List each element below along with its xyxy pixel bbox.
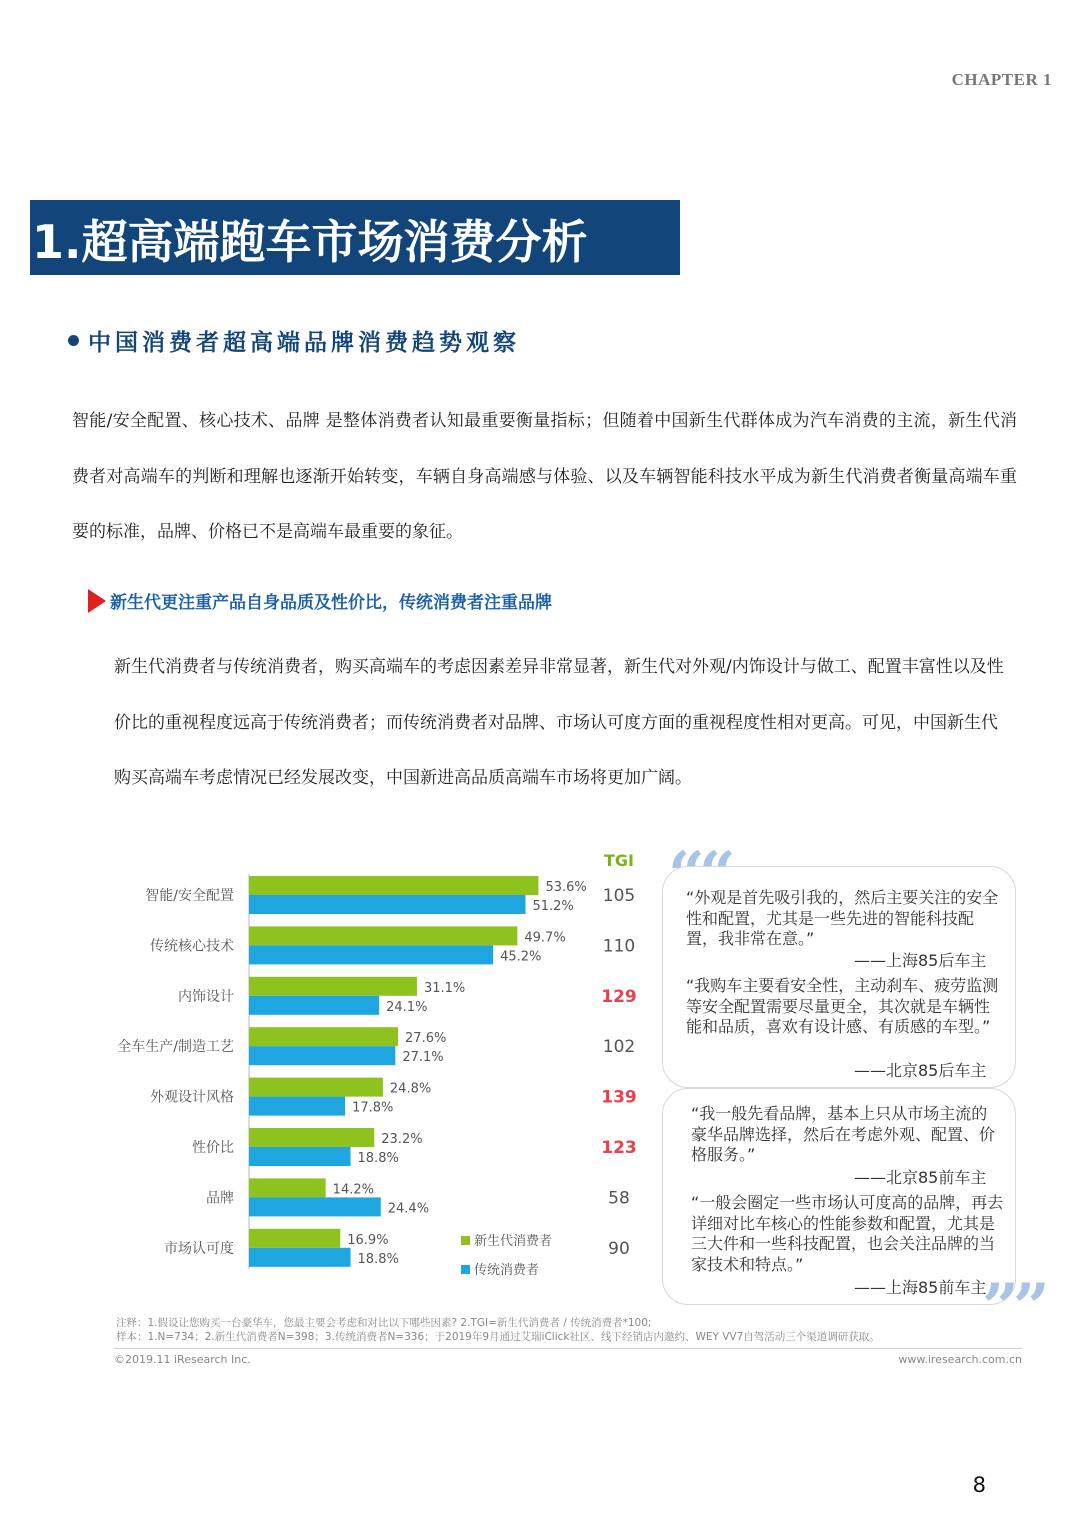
category-label: 市场认可度 [164,1240,234,1257]
footer-divider [114,1348,1022,1349]
quote-text-1: “外观是首先吸引我的，然后主要关注的安全性和配置，尤其是一些先进的智能科技配置，我非常在意。” [686,888,999,948]
value-label-traditional: 18.8% [357,1251,399,1267]
quote-source-2: ——北京85后车主 [854,1061,987,1080]
bar-new-generation [249,1229,340,1248]
section-heading-text: 中国消费者超高端品牌消费趋势观察 [88,330,520,356]
legend-label: 新生代消费者 [474,1234,553,1249]
tgi-value: 58 [608,1188,630,1209]
quote-source-3: ——北京85前车主 [854,1168,987,1187]
bar-traditional [249,1197,381,1216]
value-label-new-generation: 31.1% [423,980,466,996]
legend-swatch [461,1236,470,1245]
bar-chart [0,840,660,1300]
value-label-new-generation: 53.6% [545,880,587,895]
bar-traditional [249,945,493,964]
value-label-traditional: 51.2% [532,899,574,914]
tgi-value: 123 [601,1138,637,1158]
section-heading [68,324,520,357]
value-label-traditional: 45.2% [500,949,542,965]
bar-traditional [249,1248,351,1267]
tgi-value: 139 [601,1087,637,1108]
bar-new-generation [249,1128,374,1147]
chapter-label: CHAPTER 1 [951,70,1052,89]
tgi-value: 105 [602,886,636,906]
notes-line-2: 样本：1.N=734；2.新生代消费者N=398；3.传统消费者N=336；于2019年9月通过艾瑞iClick社区、线下经销店内邀约、WEY VV7自驾活动三个渠道调研获取。 [116,1331,880,1343]
page-title: 1.超高端跑车市场消费分析 [32,215,588,269]
quote-text-2: “我购车主要看安全性，主动刹车、疲劳监测等安全配置需要尽量更全，其次就是车辆性能和品质，喜欢有设计感、有质感的车型。” [686,976,999,1036]
category-label: 内饰设计 [178,988,234,1005]
bar-new-generation [249,1078,383,1097]
value-label-new-generation: 23.2% [381,1132,423,1147]
category-label: 传统核心技术 [150,938,234,955]
category-label: 品牌 [206,1190,234,1207]
value-label-traditional: 24.1% [386,999,428,1015]
intro-paragraph: 智能/安全配置、核心技术、品牌 是整体消费者认知最重要衡量指标；但随着中国新生代群体成为汽车消费的主流，新生代消费者对高端车的判断和理解也逐渐开始转变，车辆自身高端感与体验、以及车辆智能科技水平成为新生代消费者衡量高端车重要的标准，品牌、价格已不是高端车最重要的象征。 [72,411,1017,542]
category-label: 智能/安全配置 [145,888,234,904]
quote-close-mark-icon: ”” [982,1270,1044,1345]
quote-source-4: ——上海85前车主 [854,1278,987,1297]
tgi-value: 129 [601,986,637,1007]
value-label-traditional: 18.8% [357,1151,399,1166]
bar-new-generation [249,977,417,996]
title-bar [30,200,680,275]
value-label-new-generation: 49.7% [524,930,566,946]
value-label-new-generation: 24.8% [389,1081,432,1097]
value-label-new-generation: 14.2% [332,1182,374,1198]
subsection-heading-text: 新生代更注重产品自身品质及性价比，传统消费者注重品牌 [110,593,552,613]
footer-copyright: ©2019.11 iResearch Inc. [114,1353,251,1366]
bar-traditional [249,1046,395,1065]
tgi-value: 110 [602,936,636,957]
value-label-new-generation: 16.9% [347,1232,389,1248]
category-label: 外观设计风格 [150,1089,234,1106]
bar-new-generation [249,926,517,945]
notes-line-1: 注释：1.假设让您购买一台豪华车，您最主要会考虑和对比以下哪些因素? 2.TGI=新生代消费者 / 传统消费者*100; [116,1317,652,1329]
bar-traditional [249,1097,345,1116]
tgi-header: TGI [604,851,634,870]
bar-traditional [249,895,525,914]
tgi-value: 102 [602,1037,636,1058]
bar-new-generation [249,1027,398,1046]
subsection-heading [88,588,552,613]
bar-new-generation [249,876,538,895]
category-label: 性价比 [192,1140,234,1156]
bar-traditional [249,1147,351,1166]
bullet-dot-icon [68,335,79,346]
value-label-traditional: 27.1% [402,1050,444,1066]
footer-website: www.iresearch.com.cn [898,1353,1022,1366]
quote-source-1: ——上海85后车主 [854,951,987,970]
subsection-paragraph: 新生代消费者与传统消费者，购买高端车的考虑因素差异非常显著，新生代对外观/内饰设计与做工、配置丰富性以及性价比的重视程度远高于传统消费者；而传统消费者对品牌、市场认可度方面的重视程度性相对更高。可见，中国新生代购买高端车考虑情况已经发展改变，中国新进高品质高端车市场将更加广阔。 [114,657,1004,788]
legend-label: 传统消费者 [474,1263,540,1278]
page-number: 8 [972,1473,986,1497]
quote-text-3: “我一般先看品牌，基本上只从市场主流的豪华品牌选择，然后在考虑外观、配置、价格服务。” [691,1104,996,1164]
value-label-traditional: 17.8% [352,1100,394,1116]
legend-swatch [461,1265,470,1274]
value-label-traditional: 24.4% [387,1201,430,1217]
value-label-new-generation: 27.6% [405,1031,447,1047]
category-label: 全车生产/制造工艺 [117,1039,234,1056]
bar-traditional [249,996,379,1015]
tgi-value: 90 [608,1238,630,1259]
bar-new-generation [249,1178,326,1197]
red-triangle-icon [88,589,106,613]
quote-text-4: “一般会圈定一些市场认可度高的品牌，再去详细对比车核心的性能参数和配置，尤其是三大件和一些科技配置，也会关注品牌的当家技术和特点。” [691,1193,1004,1274]
